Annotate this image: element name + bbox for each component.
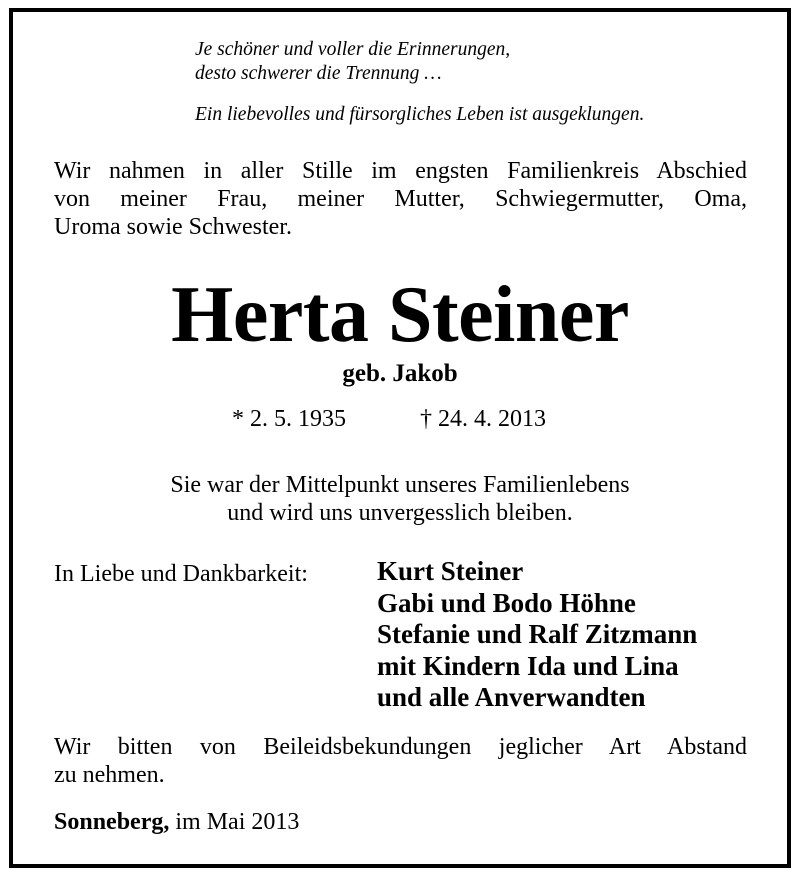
- poem-line-3: Ein liebevolles und fürsorgliches Leben ist ausgeklungen.: [195, 104, 645, 125]
- mourner-1: Kurt Steiner: [377, 556, 524, 586]
- mourners-list: [377, 556, 697, 714]
- mourner-2: Gabi und Bodo Höhne: [377, 587, 636, 618]
- intro-paragraph: [54, 157, 747, 241]
- birth-date: * 2. 5. 1935: [232, 406, 346, 432]
- intro-line-3: Uroma sowie Schwester.: [54, 214, 292, 240]
- poem-line-2: desto schwerer die Trennung …: [195, 63, 442, 84]
- poem-line-1: Je schöner und voller die Erinnerungen,: [195, 39, 511, 60]
- closing-date: im Mai 2013: [175, 809, 300, 835]
- mourner-3: Stefanie und Ralf Zitzmann: [377, 619, 698, 649]
- request-line-2: zu nehmen.: [54, 762, 165, 788]
- deceased-name: Herta Steiner: [171, 271, 629, 359]
- mourner-4: mit Kindern Ida und Lina: [377, 650, 679, 681]
- death-date: † 24. 4. 2013: [420, 406, 546, 432]
- closing-line: [54, 808, 299, 836]
- closing-place: Sonneberg,: [54, 809, 170, 835]
- tribute-line-1: Sie war der Mittelpunkt unseres Familienlebens: [170, 472, 630, 498]
- intro-line-1: Wir nahmen in aller Stille im engsten Familienkreis Abschied: [54, 158, 747, 184]
- intro-line-2: von meiner Frau, meiner Mutter, Schwiegermutter, Oma,: [54, 186, 747, 212]
- maiden-name: geb. Jakob: [342, 360, 458, 387]
- request-line-1: Wir bitten von Beileidsbekundungen jeglicher Art Abstand: [54, 734, 747, 760]
- mourner-5: und alle Anverwandten: [377, 682, 646, 712]
- mourners-label: In Liebe und Dankbarkeit:: [54, 561, 308, 587]
- tribute-line-2: und wird uns unvergesslich bleiben.: [227, 500, 573, 526]
- request-paragraph: [54, 733, 747, 789]
